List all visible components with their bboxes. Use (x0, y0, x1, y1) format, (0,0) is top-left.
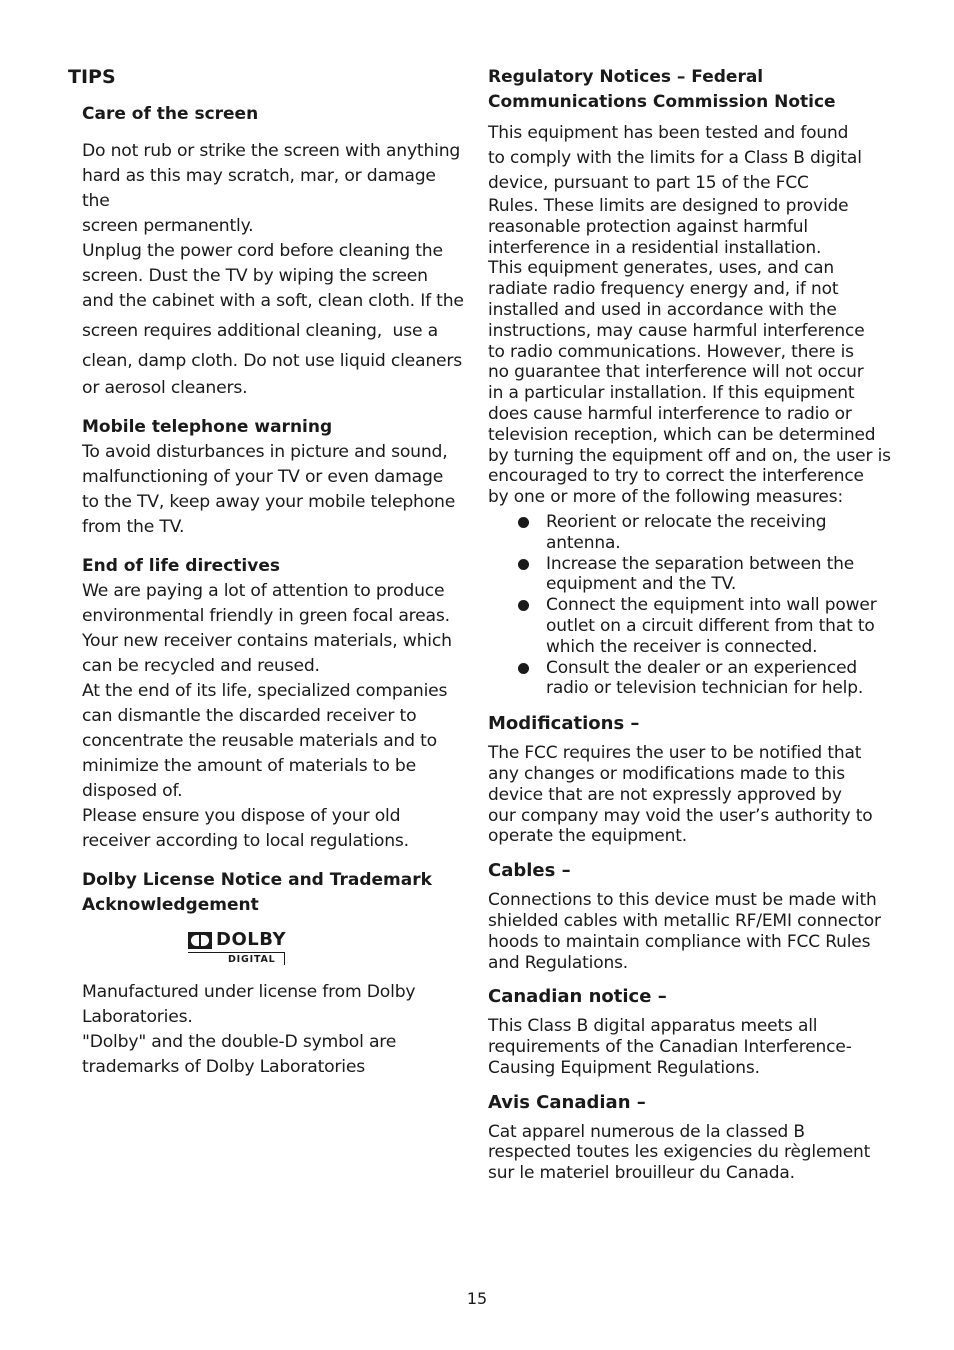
mobile-heading: Mobile telephone warning (82, 417, 333, 437)
dolby-heading-line2: Acknowledgement (82, 895, 259, 915)
text-line: and the cabinet with a soft, clean cloth. If the (82, 291, 464, 311)
list-item: Increase the separation between the equipment and the TV. (516, 554, 898, 596)
fcc-section (488, 65, 898, 699)
fcc-heading-line2: Communications Commission Notice (488, 92, 836, 112)
dolby-section (82, 868, 468, 1080)
text-line: and Regulations. (488, 952, 629, 973)
bullet-icon (518, 559, 529, 570)
text-line: interference in a residential installation. (488, 237, 822, 258)
modifications-section (488, 709, 898, 847)
text-line: sur le materiel brouilleur du Canada. (488, 1163, 795, 1184)
text-line: Do not rub or strike the screen with anything (82, 141, 461, 161)
bullet-icon (518, 600, 529, 611)
text-line: any changes or modifications made to this (488, 763, 846, 784)
list-item: Reorient or relocate the receiving antenna. (516, 512, 898, 554)
text-line: Laboratories. (82, 1007, 193, 1027)
avis-section (488, 1088, 898, 1184)
text-line: Please ensure you dispose of your old (82, 806, 401, 826)
text-line: environmental friendly in green focal areas. (82, 606, 450, 626)
text-line: by one or more of the following measures: (488, 487, 844, 508)
text-line: clean, damp cloth. Do not use liquid cleaners (82, 351, 463, 371)
text-line: The FCC requires the user to be notified that (488, 743, 862, 764)
text-line: Your new receiver contains materials, which (82, 631, 452, 651)
care-text (82, 139, 468, 401)
text-line: installed and used in accordance with the (488, 299, 837, 320)
text-line: operate the equipment. (488, 826, 687, 847)
cables-heading: Cables – (488, 860, 571, 882)
dolby-text (82, 980, 468, 1080)
text-line: to the TV, keep away your mobile telephone (82, 492, 456, 512)
bullet-icon (518, 517, 529, 528)
text-line: by turning the equipment off and on, the user is (488, 445, 891, 466)
text-line: Cat apparel numerous de la classed B (488, 1121, 805, 1142)
text-line: our company may void the user’s authority to (488, 805, 873, 826)
text-line: to radio communications. However, there is (488, 341, 854, 362)
text-line: hoods to maintain compliance with FCC Rules (488, 931, 871, 952)
text-line: does cause harmful interference to radio or (488, 403, 852, 424)
dolby-logo-word: DOLBY (216, 929, 286, 950)
text-line: hard as this may scratch, mar, or damage the (82, 166, 436, 211)
text-line: or aerosol cleaners. (82, 378, 248, 398)
modifications-heading: Modifications – (488, 713, 640, 735)
right-column (488, 60, 898, 1184)
care-heading: Care of the screen (82, 104, 259, 124)
left-column (68, 60, 468, 1080)
modifications-text (488, 743, 898, 847)
avis-text (488, 1122, 898, 1184)
text-line: requirements of the Canadian Interference- (488, 1037, 852, 1058)
text-line: television reception, which can be determined (488, 424, 876, 445)
text-line: disposed of. (82, 781, 183, 801)
text-line: At the end of its life, specialized companies (82, 681, 448, 701)
text-line: screen requires additional cleaning, use a (82, 321, 438, 341)
text-line: to comply with the limits for a Class B digital (488, 148, 862, 168)
text-line: "Dolby" and the double-D symbol are (82, 1032, 397, 1052)
double-d-icon (188, 932, 212, 949)
text-line: from the TV. (82, 517, 185, 537)
text-line: We are paying a lot of attention to produce (82, 581, 445, 601)
avis-heading: Avis Canadian – (488, 1091, 646, 1113)
list-item: Consult the dealer or an experienced radio or television technician for help. (516, 658, 898, 700)
text-line: encouraged to try to correct the interference (488, 466, 864, 487)
text-line: minimize the amount of materials to be (82, 756, 417, 776)
text-line: respected toutes les exigencies du règlement (488, 1142, 871, 1163)
text-line: To avoid disturbances in picture and sound, (82, 442, 448, 462)
dolby-heading-line1: Dolby License Notice and Trademark (82, 870, 432, 890)
text-line: concentrate the reusable materials and to (82, 731, 437, 751)
mobile-section (82, 415, 468, 540)
page-number: 15 (466, 1289, 488, 1308)
fcc-heading-line1: Regulatory Notices – Federal (488, 67, 764, 87)
text-line: device that are not expressly approved by (488, 784, 842, 805)
cables-section (488, 856, 898, 973)
text-line: Connections to this device must be made with (488, 890, 877, 911)
care-section (82, 102, 468, 401)
canadian-heading: Canadian notice – (488, 986, 667, 1008)
dolby-logo-digital: DIGITAL (228, 954, 276, 965)
mobile-text (82, 440, 468, 540)
text-line: shielded cables with metallic RF/EMI connector (488, 910, 881, 931)
text-line: in a particular installation. If this equipment (488, 383, 855, 404)
text-line: This equipment generates, uses, and can (488, 258, 835, 279)
text-line: Rules. These limits are designed to provide (488, 196, 849, 216)
text-line: trademarks of Dolby Laboratories (82, 1057, 365, 1077)
text-line: can be recycled and reused. (82, 656, 320, 676)
text-line: can dismantle the discarded receiver to (82, 706, 417, 726)
text-line: no guarantee that interference will not occur (488, 362, 864, 383)
text-line: receiver according to local regulations. (82, 831, 409, 851)
text-line: screen permanently. (82, 216, 254, 236)
canadian-text (488, 1016, 898, 1078)
canadian-section (488, 982, 898, 1078)
text-line: screen. Dust the TV by wiping the screen (82, 266, 428, 286)
dolby-digital-logo (188, 930, 288, 966)
text-line: This equipment has been tested and found (488, 123, 849, 143)
measures-list (488, 512, 898, 699)
eol-section (82, 554, 468, 854)
text-line: Unplug the power cord before cleaning the (82, 241, 443, 261)
fcc-text (488, 121, 898, 508)
text-line: Manufactured under license from Dolby (82, 982, 416, 1002)
list-item: Connect the equipment into wall power outlet on a circuit different from that to which the receiver is connected. (516, 595, 898, 657)
text-line: malfunctioning of your TV or even damage (82, 467, 444, 487)
eol-heading: End of life directives (82, 556, 280, 576)
eol-text (82, 579, 468, 854)
text-line: radiate radio frequency energy and, if not (488, 279, 839, 300)
text-line: instructions, may cause harmful interference (488, 320, 865, 341)
text-line: Causing Equipment Regulations. (488, 1057, 760, 1078)
text-line: reasonable protection against harmful (488, 216, 808, 237)
bullet-icon (518, 663, 529, 674)
text-line: This Class B digital apparatus meets all (488, 1016, 818, 1037)
cables-text (488, 890, 898, 973)
tips-title: TIPS (68, 66, 116, 88)
text-line: device, pursuant to part 15 of the FCC (488, 173, 809, 193)
